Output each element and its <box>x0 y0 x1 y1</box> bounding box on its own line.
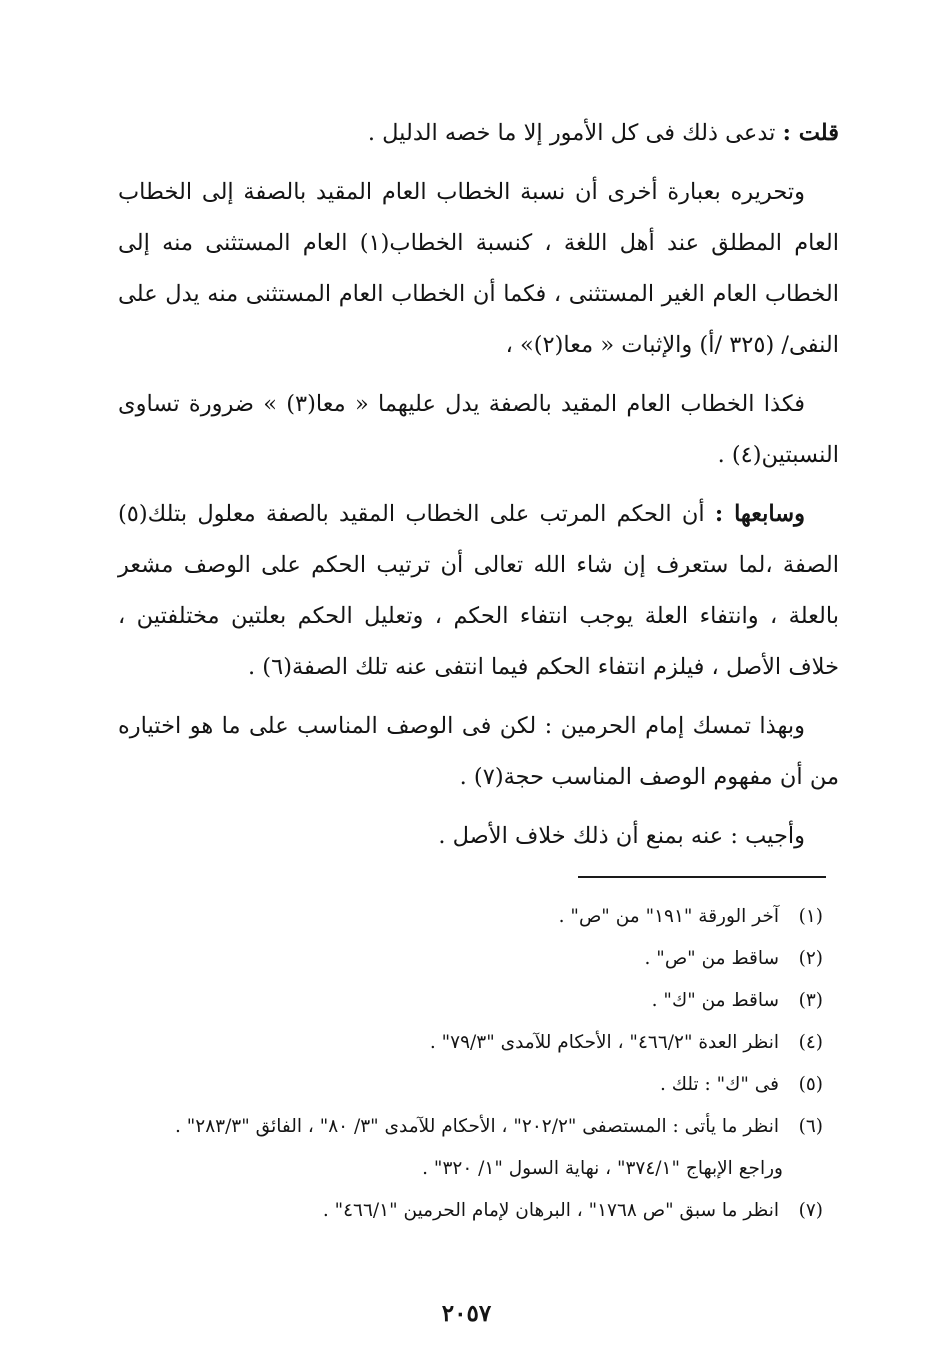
paragraph-text: أن الحكم المرتب على الخطاب المقيد بالصفة معلول بتلك(٥) الصفة ،لما ستعرف إن شاء الله تعالى أن ترتيب الحكم على الوصف مشعر بالعلة ، وانتفاء العلة يوجب انتفاء الحكم ، وتعليل الحكم بعلتين مختلفتين ، خلاف الأصل ، فيلزم انتفاء الحكم فيما انتفى عنه تلك الصفة(٦) . <box>118 501 839 680</box>
paragraph <box>118 489 839 693</box>
paragraph <box>118 701 839 803</box>
footnote-text: ساقط من "ك" . <box>651 990 779 1011</box>
footnote <box>108 980 823 1022</box>
paragraph-text: وبهذا تمسك إمام الحرمين : لكن فى الوصف المناسب على ما هو اختياره من أن مفهوم الوصف المناسب حجة(٧) . <box>118 713 839 790</box>
paragraph <box>118 811 839 862</box>
footnote-text: ساقط من "ص" . <box>644 948 779 969</box>
paragraph-lead: قلت : <box>782 120 839 146</box>
page-number: ٢٠٥٧ <box>441 1300 492 1327</box>
footnote-number: (٥) <box>798 1074 823 1095</box>
footnote <box>108 1106 823 1148</box>
footnote-text: انظر العدة "٤٦٦/٢" ، الأحكام للآمدى "٧٩/٣" . <box>429 1032 779 1053</box>
footnote-number: (٦) <box>798 1116 823 1137</box>
main-text <box>118 108 839 870</box>
footnote-text: فى "ك" : تلك . <box>659 1074 779 1095</box>
paragraph-text: وتحريره بعبارة أخرى أن نسبة الخطاب العام المقيد بالصفة إلى الخطاب العام المطلق عند أهل اللغة ، كنسبة الخطاب(١) العام المستثنى منه إلى الخطاب العام الغير المستثنى ، فكما أن الخطاب العام المستثنى منه يدل على النفى/ (٣٢٥ /أ) والإثبات « معا(٢)» ، <box>118 179 839 358</box>
footnote-number: (٤) <box>798 1032 823 1053</box>
paragraph-text: تدعى ذلك فى كل الأمور إلا ما خصه الدليل . <box>367 120 783 146</box>
footnote <box>108 1190 823 1232</box>
paragraph <box>118 167 839 371</box>
footnote-text: آخر الورقة "١٩١" من "ص" . <box>558 906 779 927</box>
footnotes <box>108 896 823 1232</box>
footnote <box>108 1064 823 1106</box>
footnote-text: انظر ما يأتى : المستصفى "٢٠٢/٢" ، الأحكام للآمدى "٣/ ٨٠" ، الفائق "٢٨٣/٣" . <box>174 1116 779 1137</box>
footnote <box>108 1022 823 1064</box>
footnote-continuation <box>108 1148 823 1190</box>
footnote-number: (٧) <box>798 1200 823 1221</box>
footnote-number: (٢) <box>798 948 823 969</box>
footnote <box>108 938 823 980</box>
footnote-number: (١) <box>798 906 823 927</box>
footnote-number: (٣) <box>798 990 823 1011</box>
paragraph <box>118 108 839 159</box>
footnote-text: انظر ما سبق "ص ١٧٦٨" ، البرهان لإمام الحرمين "٤٦٦/١" . <box>322 1200 779 1221</box>
paragraph-text: وأجيب : عنه بمنع أن ذلك خلاف الأصل . <box>438 823 805 849</box>
paragraph <box>118 379 839 481</box>
footnote-divider <box>578 876 826 878</box>
paragraph-lead: وسابعها : <box>714 501 805 527</box>
paragraph-text: فكذا الخطاب العام المقيد بالصفة يدل عليهما « معا(٣) » ضرورة تساوى النسبتين(٤) . <box>118 391 839 468</box>
footnote-text: وراجع الإبهاج "٣٧٤/١" ، نهاية السول "١/ ٣٢٠" . <box>422 1158 783 1179</box>
footnote <box>108 896 823 938</box>
